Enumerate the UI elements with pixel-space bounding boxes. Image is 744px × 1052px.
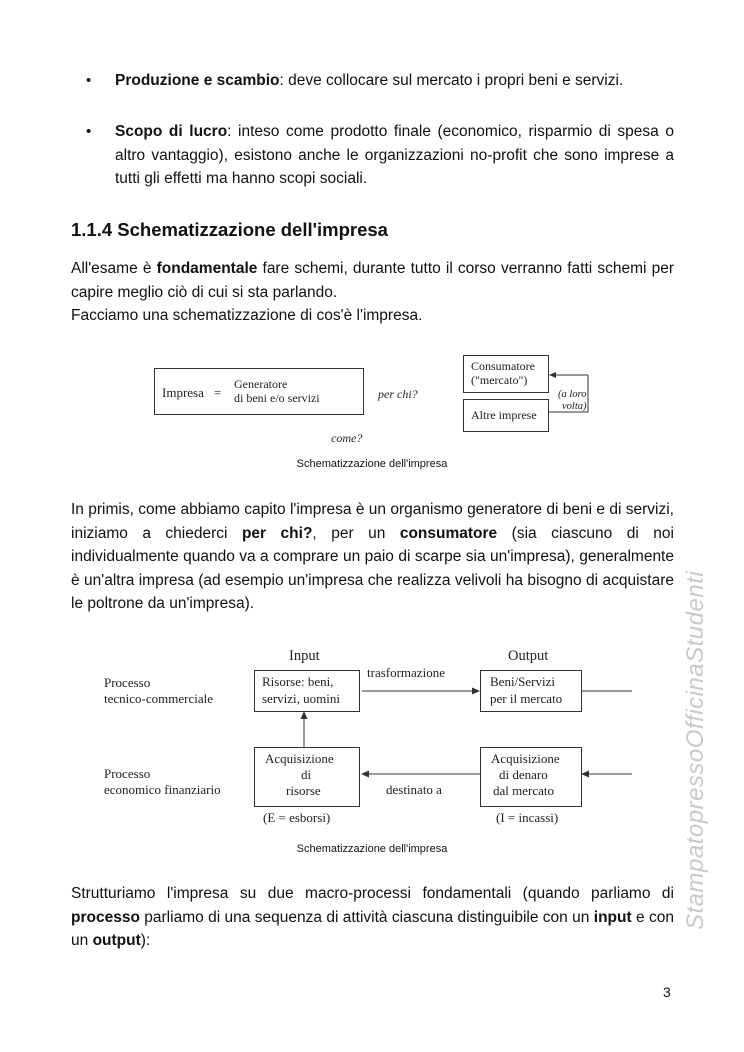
figure1-caption: Schematizzazione dell'impresa: [296, 458, 448, 470]
consumatore-line1: Consumatore: [471, 359, 535, 373]
para2-text: , per un: [312, 524, 400, 542]
risorse-line2: servizi, uomini: [262, 691, 340, 706]
bullet-bold: Scopo di lucro: [115, 123, 228, 140]
page-number: 3: [663, 984, 671, 1000]
beni-line1: Beni/Servizi: [490, 674, 555, 689]
watermark: StampatopressoOfficinaStudenti: [682, 570, 709, 930]
acq-risorse-line1: Acquisizione: [265, 751, 334, 766]
esborsi-label: (E = esborsi): [263, 810, 331, 825]
para3-text: ):: [140, 932, 151, 949]
paragraph-macro-processi: [71, 882, 674, 953]
process2-line2: economico finanziario: [104, 782, 221, 797]
altre-imprese-label: Altre imprese: [471, 408, 537, 422]
intro-bold: fondamentale: [156, 260, 258, 277]
para3-bold-output: output: [92, 932, 141, 949]
para3-bold-processo: processo: [71, 908, 140, 926]
figure2-caption: Schematizzazione dell'impresa: [296, 843, 448, 855]
bullet-dot: •: [86, 72, 92, 89]
feedback-arrow: [150, 355, 595, 445]
para3-bold-input: input: [593, 908, 632, 926]
para2-bold-consumatore: consumatore: [399, 524, 498, 542]
a-loro-line2: volta): [562, 401, 587, 412]
para3-text: e con un: [71, 908, 674, 949]
beni-line2: per il mercato: [490, 691, 563, 706]
bullet-item: [86, 69, 676, 93]
trasformazione-label: trasformazione: [367, 665, 445, 680]
intro-paragraph: [71, 257, 674, 304]
intro-paragraph-2: Facciamo una schematizzazione di cos'è l'impresa.: [71, 307, 423, 324]
generatore-line1: Generatore: [234, 377, 288, 391]
incassi-label: (I = incassi): [496, 810, 559, 825]
risorse-line1: Risorse: beni,: [262, 674, 334, 689]
intro-text: fare schemi, durante tutto il corso verranno fatti schemi per capire meglio ciò di cui si sta parlando.: [71, 260, 674, 301]
a-loro-line1: (a loro: [558, 389, 587, 400]
process1-line2: tecnico-commerciale: [104, 691, 213, 706]
intro-text: All'esame è: [71, 260, 157, 277]
impresa-label: Impresa: [162, 385, 204, 400]
para2-bold-per-chi: per chi?: [241, 524, 313, 542]
para3-text: parliamo di una sequenza di attività ciascuna distinguibile con un: [139, 908, 594, 926]
acq-denaro-line1: Acquisizione: [491, 751, 560, 766]
bullet-text: [115, 69, 676, 93]
bullet-dot: •: [86, 123, 92, 140]
destinato-label: destinato a: [386, 782, 442, 797]
para2-text: (sia ciascuno di noi individualmente quando va a comprare un paio di scarpe sia un'impresa), generalmente è un'altra impresa (ad esempio un'impresa che realizza velivoli ha bisogno di acquistare le poltrone da un'impresa).: [71, 524, 674, 612]
para3-text: Strutturiamo l'impresa su due macro-processi fondamentali (quando parliamo di: [71, 885, 674, 902]
bullet-item: [86, 120, 674, 191]
bullet-rest: : inteso come prodotto finale (economico, risparmio di spesa o altro vantaggio), esistono anche le organizzazioni no-profit che sono imprese a tutti gli effetti ma hanno scopi sociali.: [115, 123, 674, 187]
output-label: Output: [508, 648, 549, 664]
acq-denaro-line3: dal mercato: [493, 783, 554, 798]
per-chi-label: per chi?: [378, 387, 418, 401]
process2-line1: Processo: [104, 766, 151, 781]
para2-text: In primis, come abbiamo capito l'impresa è un organismo generatore di beni e di servizi, iniziamo a chiederci: [71, 501, 674, 542]
consumatore-line2: ("mercato"): [471, 373, 528, 387]
process1-line1: Processo: [104, 675, 151, 690]
acq-risorse-line2: di: [301, 767, 312, 782]
acq-denaro-line2: di denaro: [499, 767, 548, 782]
section-title: 1.1.4 Schematizzazione dell'impresa: [71, 219, 388, 240]
bullet-text: [115, 120, 674, 191]
generatore-line2: di beni e/o servizi: [234, 391, 320, 405]
equals-sign: =: [214, 385, 222, 400]
bullet-bold: Produzione e scambio: [115, 72, 280, 89]
come-label: come?: [331, 431, 363, 445]
acq-risorse-line3: risorse: [286, 783, 321, 798]
figure-impresa-scheme: [150, 355, 595, 445]
bullet-rest: : deve collocare sul mercato i propri beni e servizi.: [279, 72, 624, 89]
figure-processi-scheme: [104, 645, 636, 830]
input-label: Input: [289, 648, 320, 664]
paragraph-per-chi: [71, 498, 674, 616]
